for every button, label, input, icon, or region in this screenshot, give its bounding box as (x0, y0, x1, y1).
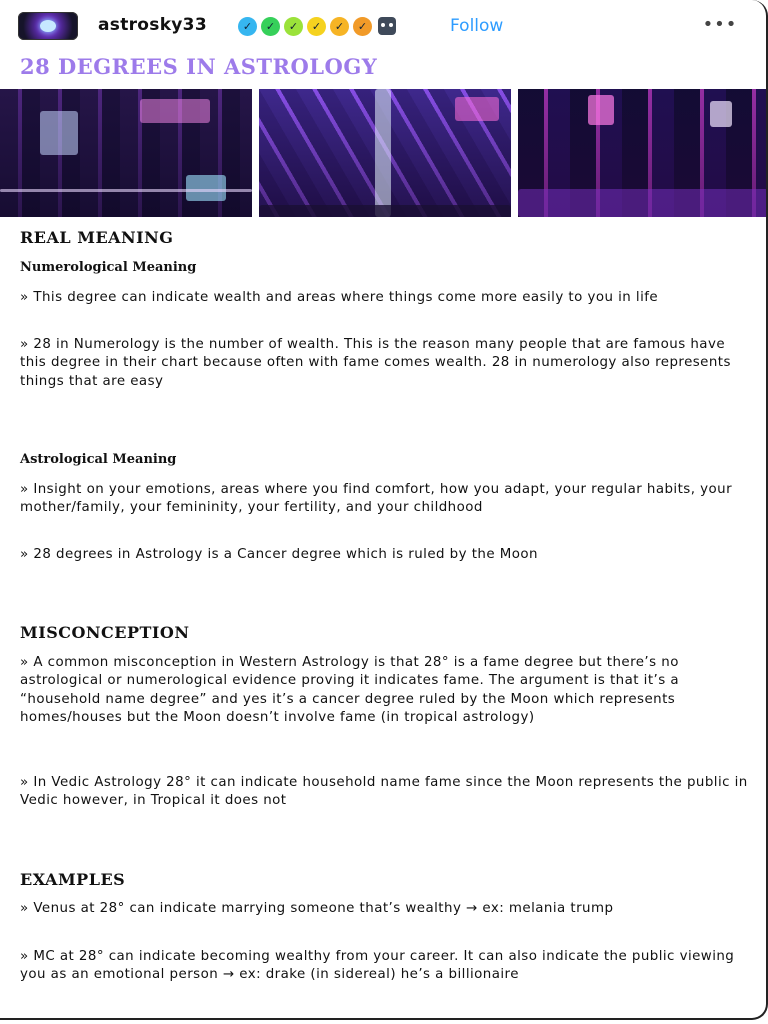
username[interactable]: astrosky33 (98, 15, 207, 35)
section-heading-misconception: MISCONCEPTION (20, 623, 190, 642)
yellow-check-badge-icon (307, 17, 326, 36)
green-check-badge-icon (261, 17, 280, 36)
paragraph: » A common misconception in Western Astrology is that 28° is a fame degree but there’s no astrological or numerological evidence proving it indicates fame. The argument is that it’s a “household name degree” and yes it’s a cancer degree ruled by the Moon which represents homes/houses but the Moon doesn’t involve fame (in tropical astrology) (20, 655, 680, 725)
paragraph: » In Vedic Astrology 28° it can indicate household name fame since the Moon represents the public in Vedic however, in Tropical it does not (20, 775, 748, 809)
paragraph: » This degree can indicate wealth and areas where things come more easily to you in life (20, 290, 659, 305)
orange-check-badge-icon (330, 17, 349, 36)
follow-button[interactable]: Follow (450, 16, 504, 36)
badge-row (238, 17, 396, 37)
neon-sign-decoration (140, 99, 210, 123)
paragraph: » Venus at 28° can indicate marrying someone that’s wealthy → ex: melania trump (20, 901, 614, 916)
avatar[interactable] (18, 12, 78, 40)
section-heading-real-meaning: REAL MEANING (20, 228, 174, 247)
cyberpunk-city-image-2[interactable] (259, 89, 511, 217)
orange-check-badge-icon (353, 17, 372, 36)
post-header (0, 0, 768, 54)
crowd-decoration (259, 205, 511, 217)
robot-icon (378, 17, 396, 35)
light-beam-decoration (375, 89, 391, 217)
railing-decoration (0, 189, 252, 192)
neon-sign-decoration (710, 101, 732, 127)
paragraph: » 28 in Numerology is the number of wealth. This is the reason many people that are famous have this degree in their chart because often with fame comes wealth. 28 in numerology also represents things that are easy (20, 337, 731, 389)
blue-check-badge-icon (238, 17, 257, 36)
subheading-astrological-meaning: Astrological Meaning (20, 452, 177, 467)
lime-check-badge-icon (284, 17, 303, 36)
subheading-numerological-meaning: Numerological Meaning (20, 260, 197, 275)
neon-sign-decoration (186, 175, 226, 201)
paragraph: » 28 degrees in Astrology is a Cancer degree which is ruled by the Moon (20, 547, 538, 562)
paragraph: » MC at 28° can indicate becoming wealthy from your career. It can also indicate the public viewing you as an emotional person → ex: drake (in sidereal) he’s a billionaire (20, 949, 735, 983)
neon-sign-decoration (40, 111, 78, 155)
street-reflection-decoration (518, 189, 768, 217)
neon-sign-decoration (455, 97, 499, 121)
cyberpunk-city-image-3[interactable] (518, 89, 768, 217)
paragraph: » Insight on your emotions, areas where you find comfort, how you adapt, your regular habits, your mother/family, your femininity, your fertility, and your childhood (20, 482, 733, 516)
cyberpunk-city-image-1[interactable] (0, 89, 252, 217)
neon-sign-decoration (588, 95, 614, 125)
post-title: 28 DEGREES IN ASTROLOGY (20, 54, 378, 79)
image-row (0, 89, 768, 217)
section-heading-examples: EXAMPLES (20, 870, 126, 889)
more-options-icon[interactable]: ••• (702, 14, 738, 35)
